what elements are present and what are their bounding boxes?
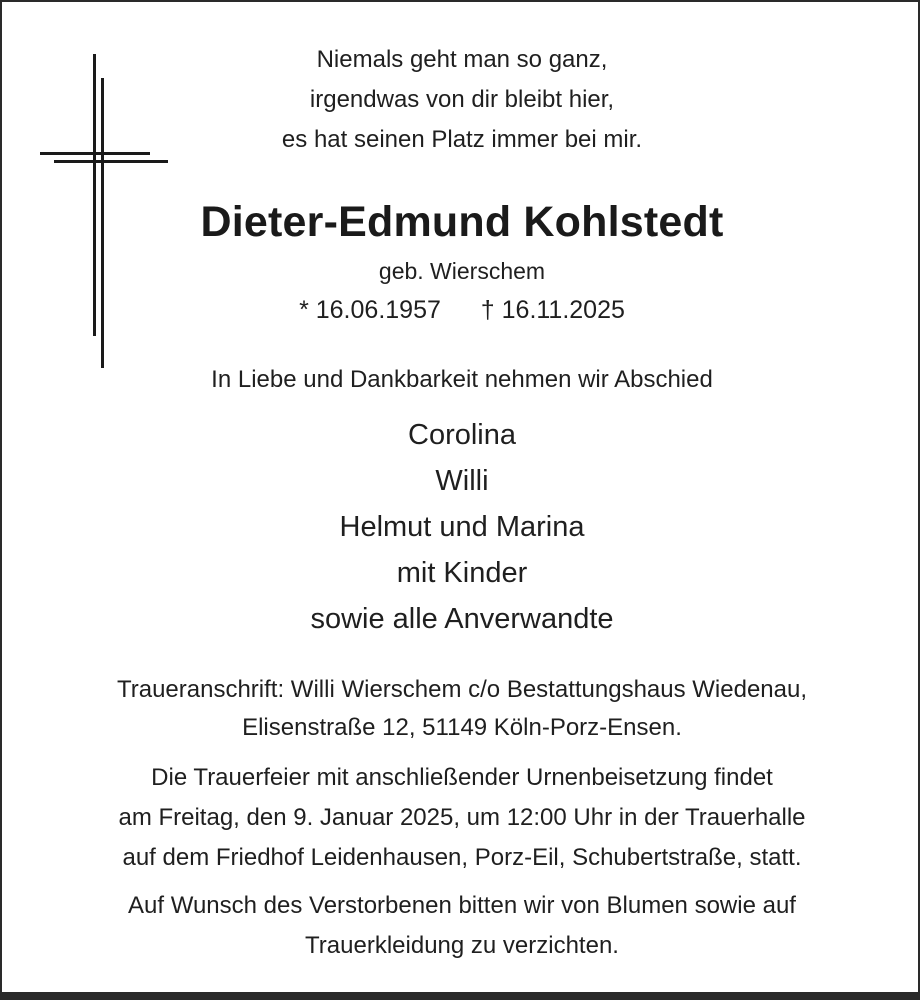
poem-line-2: irgendwas von dir bleibt hier,: [309, 86, 615, 113]
address-line-1: Traueranschrift: Willi Wierschem c/o Bestattungshaus Wiedenau,: [116, 676, 808, 703]
farewell-intro: In Liebe und Dankbarkeit nehmen wir Abschied: [211, 366, 713, 393]
ceremony-line-1: Die Trauerfeier mit anschließender Urnenbeisetzung findet: [151, 764, 773, 791]
mourner-2: Willi: [435, 465, 489, 497]
poem-line-1: Niemals geht man so ganz,: [316, 46, 608, 73]
ceremony-line-3: auf dem Friedhof Leidenhausen, Porz-Eil, Schubertstraße, statt.: [122, 844, 802, 871]
birth-date: * 16.06.1957: [299, 296, 441, 324]
mourner-1: Corolina: [408, 419, 516, 451]
mourner-5: sowie alle Anverwandte: [310, 603, 614, 635]
ceremony-line-2: am Freitag, den 9. Januar 2025, um 12:00 Uhr in der Trauerhalle: [118, 804, 806, 831]
mourner-3: Helmut und Marina: [339, 511, 585, 543]
address-line-2: Elisenstraße 12, 51149 Köln-Porz-Ensen.: [242, 714, 682, 741]
poem-line-3: es hat seinen Platz immer bei mir.: [281, 126, 643, 153]
birth-name: geb. Wierschem: [378, 258, 546, 284]
death-date: † 16.11.2025: [480, 296, 625, 324]
life-dates: [2, 296, 920, 325]
request-line-2: Trauerkleidung zu verzichten.: [305, 932, 619, 959]
mourner-4: mit Kinder: [396, 557, 528, 589]
deceased-name: Dieter-Edmund Kohlstedt: [200, 198, 724, 246]
request-line-1: Auf Wunsch des Verstorbenen bitten wir von Blumen sowie auf: [128, 892, 796, 919]
